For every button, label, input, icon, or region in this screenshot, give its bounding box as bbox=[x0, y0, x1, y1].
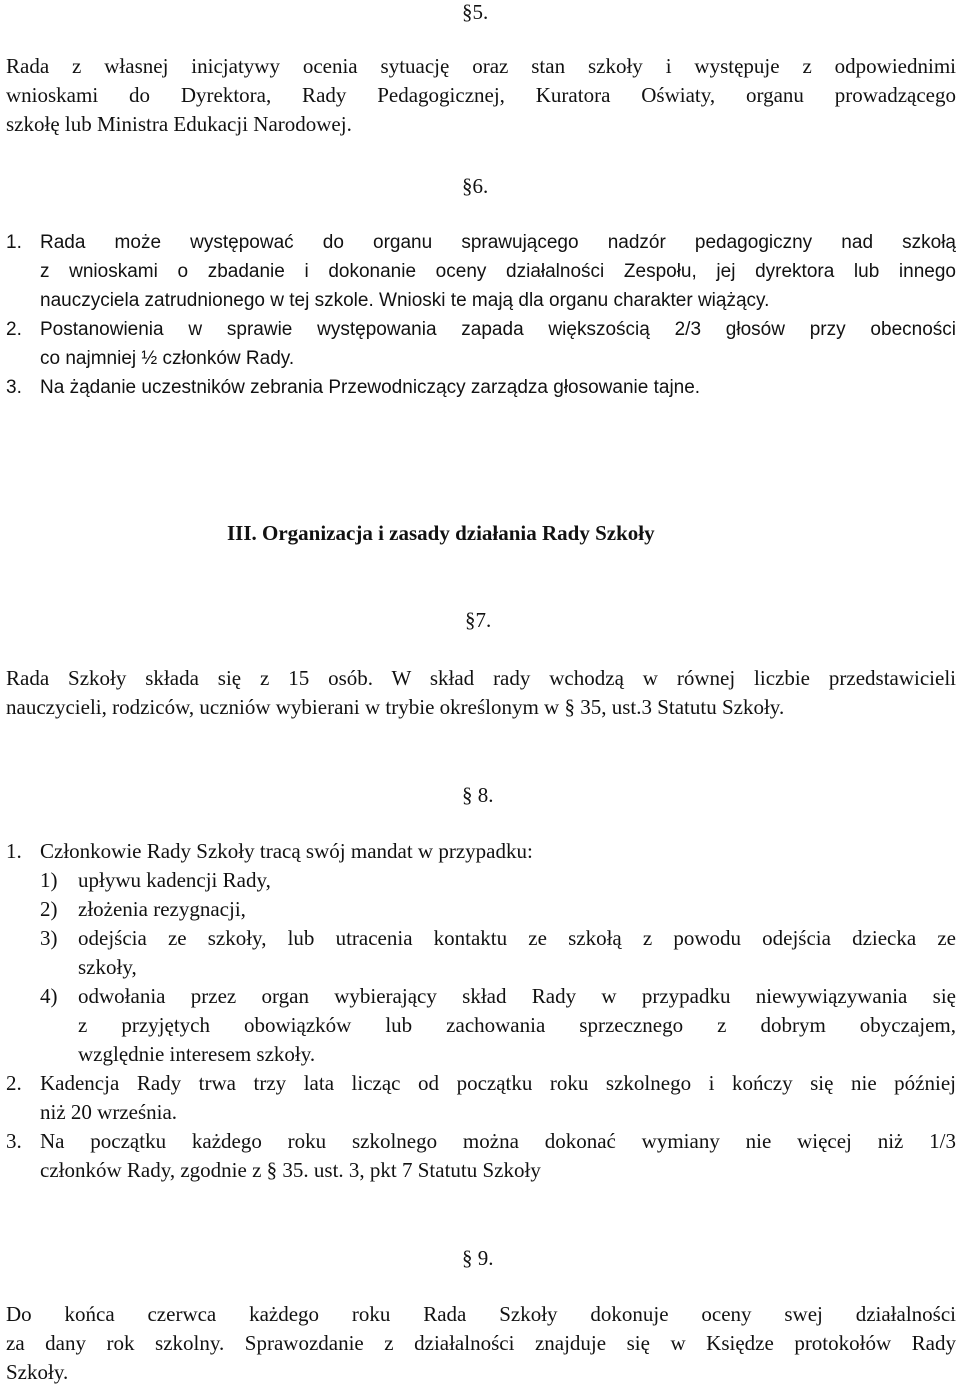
paragraph-line: nauczycieli, rodziców, uczniów wybierani w trybie określonym w § 35, ust.3 Statutu Szkoły. bbox=[6, 695, 785, 719]
section-5-paragraph bbox=[6, 52, 956, 139]
paragraph-line: Do końca czerwca każdego roku Rada Szkoły dokonuje oceny swej działalności bbox=[6, 1302, 956, 1326]
subitem-line: odwołania przez organ wybierający skład Rady w przypadku niewywiązywania się bbox=[78, 984, 956, 1008]
item-number: 1. bbox=[6, 839, 22, 863]
item-line: członków Rady, zgodnie z § 35. ust. 3, pkt 7 Statutu Szkoły bbox=[40, 1158, 541, 1182]
subitem-number: 4) bbox=[40, 984, 58, 1008]
subitem-line: szkoły, bbox=[78, 955, 137, 979]
item-number: 2. bbox=[6, 1071, 22, 1095]
item-number: 3. bbox=[6, 1129, 22, 1153]
item-number: 3. bbox=[6, 377, 22, 398]
item-line: niż 20 września. bbox=[40, 1100, 178, 1124]
subitem-line: z przyjętych obowiązków lub zachowania sprzecznego z dobrym obyczajem, bbox=[78, 1013, 956, 1037]
subitem-number: 1) bbox=[40, 868, 58, 892]
section-6-heading: §6. bbox=[462, 174, 489, 198]
paragraph-line: za dany rok szkolny. Sprawozdanie z działalności znajduje się w Księdze protokołów Rady bbox=[6, 1331, 956, 1355]
subitem-number: 3) bbox=[40, 926, 58, 950]
subitem-line: złożenia rezygnacji, bbox=[78, 897, 246, 921]
item-line: Rada może występować do organu sprawującego nadzór pedagogiczny nad szkołą bbox=[40, 232, 956, 253]
item-line: co najmniej ½ członków Rady. bbox=[40, 348, 295, 369]
paragraph-line: wnioskami do Dyrektora, Rady Pedagogicznej, Kuratora Oświaty, organu prowadzącego bbox=[6, 83, 956, 107]
item-line: Na żądanie uczestników zebrania Przewodniczący zarządza głosowanie tajne. bbox=[40, 377, 701, 398]
item-line: Na początku każdego roku szkolnego można dokonać wymiany nie więcej niż 1/3 bbox=[40, 1129, 956, 1153]
chapter-title: III. Organizacja i zasady działania Rady Szkoły bbox=[227, 521, 655, 545]
paragraph-line: Szkoły. bbox=[6, 1360, 69, 1384]
section-9-heading: § 9. bbox=[462, 1246, 494, 1270]
section-7-paragraph bbox=[6, 664, 956, 722]
item-line: nauczyciela zatrudnionego w tej szkole. Wnioski te mają dla organu charakter wiążący. bbox=[40, 290, 770, 311]
section-9-paragraph bbox=[6, 1300, 956, 1387]
section-8-heading: § 8. bbox=[462, 783, 494, 807]
item-number: 1. bbox=[6, 232, 22, 253]
section-7-heading: §7. bbox=[465, 608, 492, 632]
item-line: z wnioskami o zbadanie i dokonanie oceny działalności Zespołu, jej dyrektora lub innego bbox=[40, 261, 956, 282]
paragraph-line: Rada z własnej inicjatywy ocenia sytuację oraz stan szkoły i występuje z odpowiednimi bbox=[6, 54, 956, 78]
paragraph-line: Rada Szkoły składa się z 15 osób. W skład rady wchodzą w równej liczbie przedstawicieli bbox=[6, 666, 956, 690]
item-number: 2. bbox=[6, 319, 22, 340]
paragraph-line: szkołę lub Ministra Edukacji Narodowej. bbox=[6, 112, 352, 136]
subitem-line: odejścia ze szkoły, lub utracenia kontaktu ze szkołą z powodu odejścia dziecka ze bbox=[78, 926, 956, 950]
subitem-number: 2) bbox=[40, 897, 58, 921]
subitem-line: względnie interesem szkoły. bbox=[78, 1042, 316, 1066]
section-5-heading: §5. bbox=[462, 0, 489, 24]
item-line: Postanowienia w sprawie występowania zapada większością 2/3 głosów przy obecności bbox=[40, 319, 956, 340]
item-line: Kadencja Rady trwa trzy lata licząc od początku roku szkolnego i kończy się nie później bbox=[40, 1071, 956, 1095]
subitem-line: upływu kadencji Rady, bbox=[78, 868, 271, 892]
item-line: Członkowie Rady Szkoły tracą swój mandat w przypadku: bbox=[40, 839, 533, 863]
